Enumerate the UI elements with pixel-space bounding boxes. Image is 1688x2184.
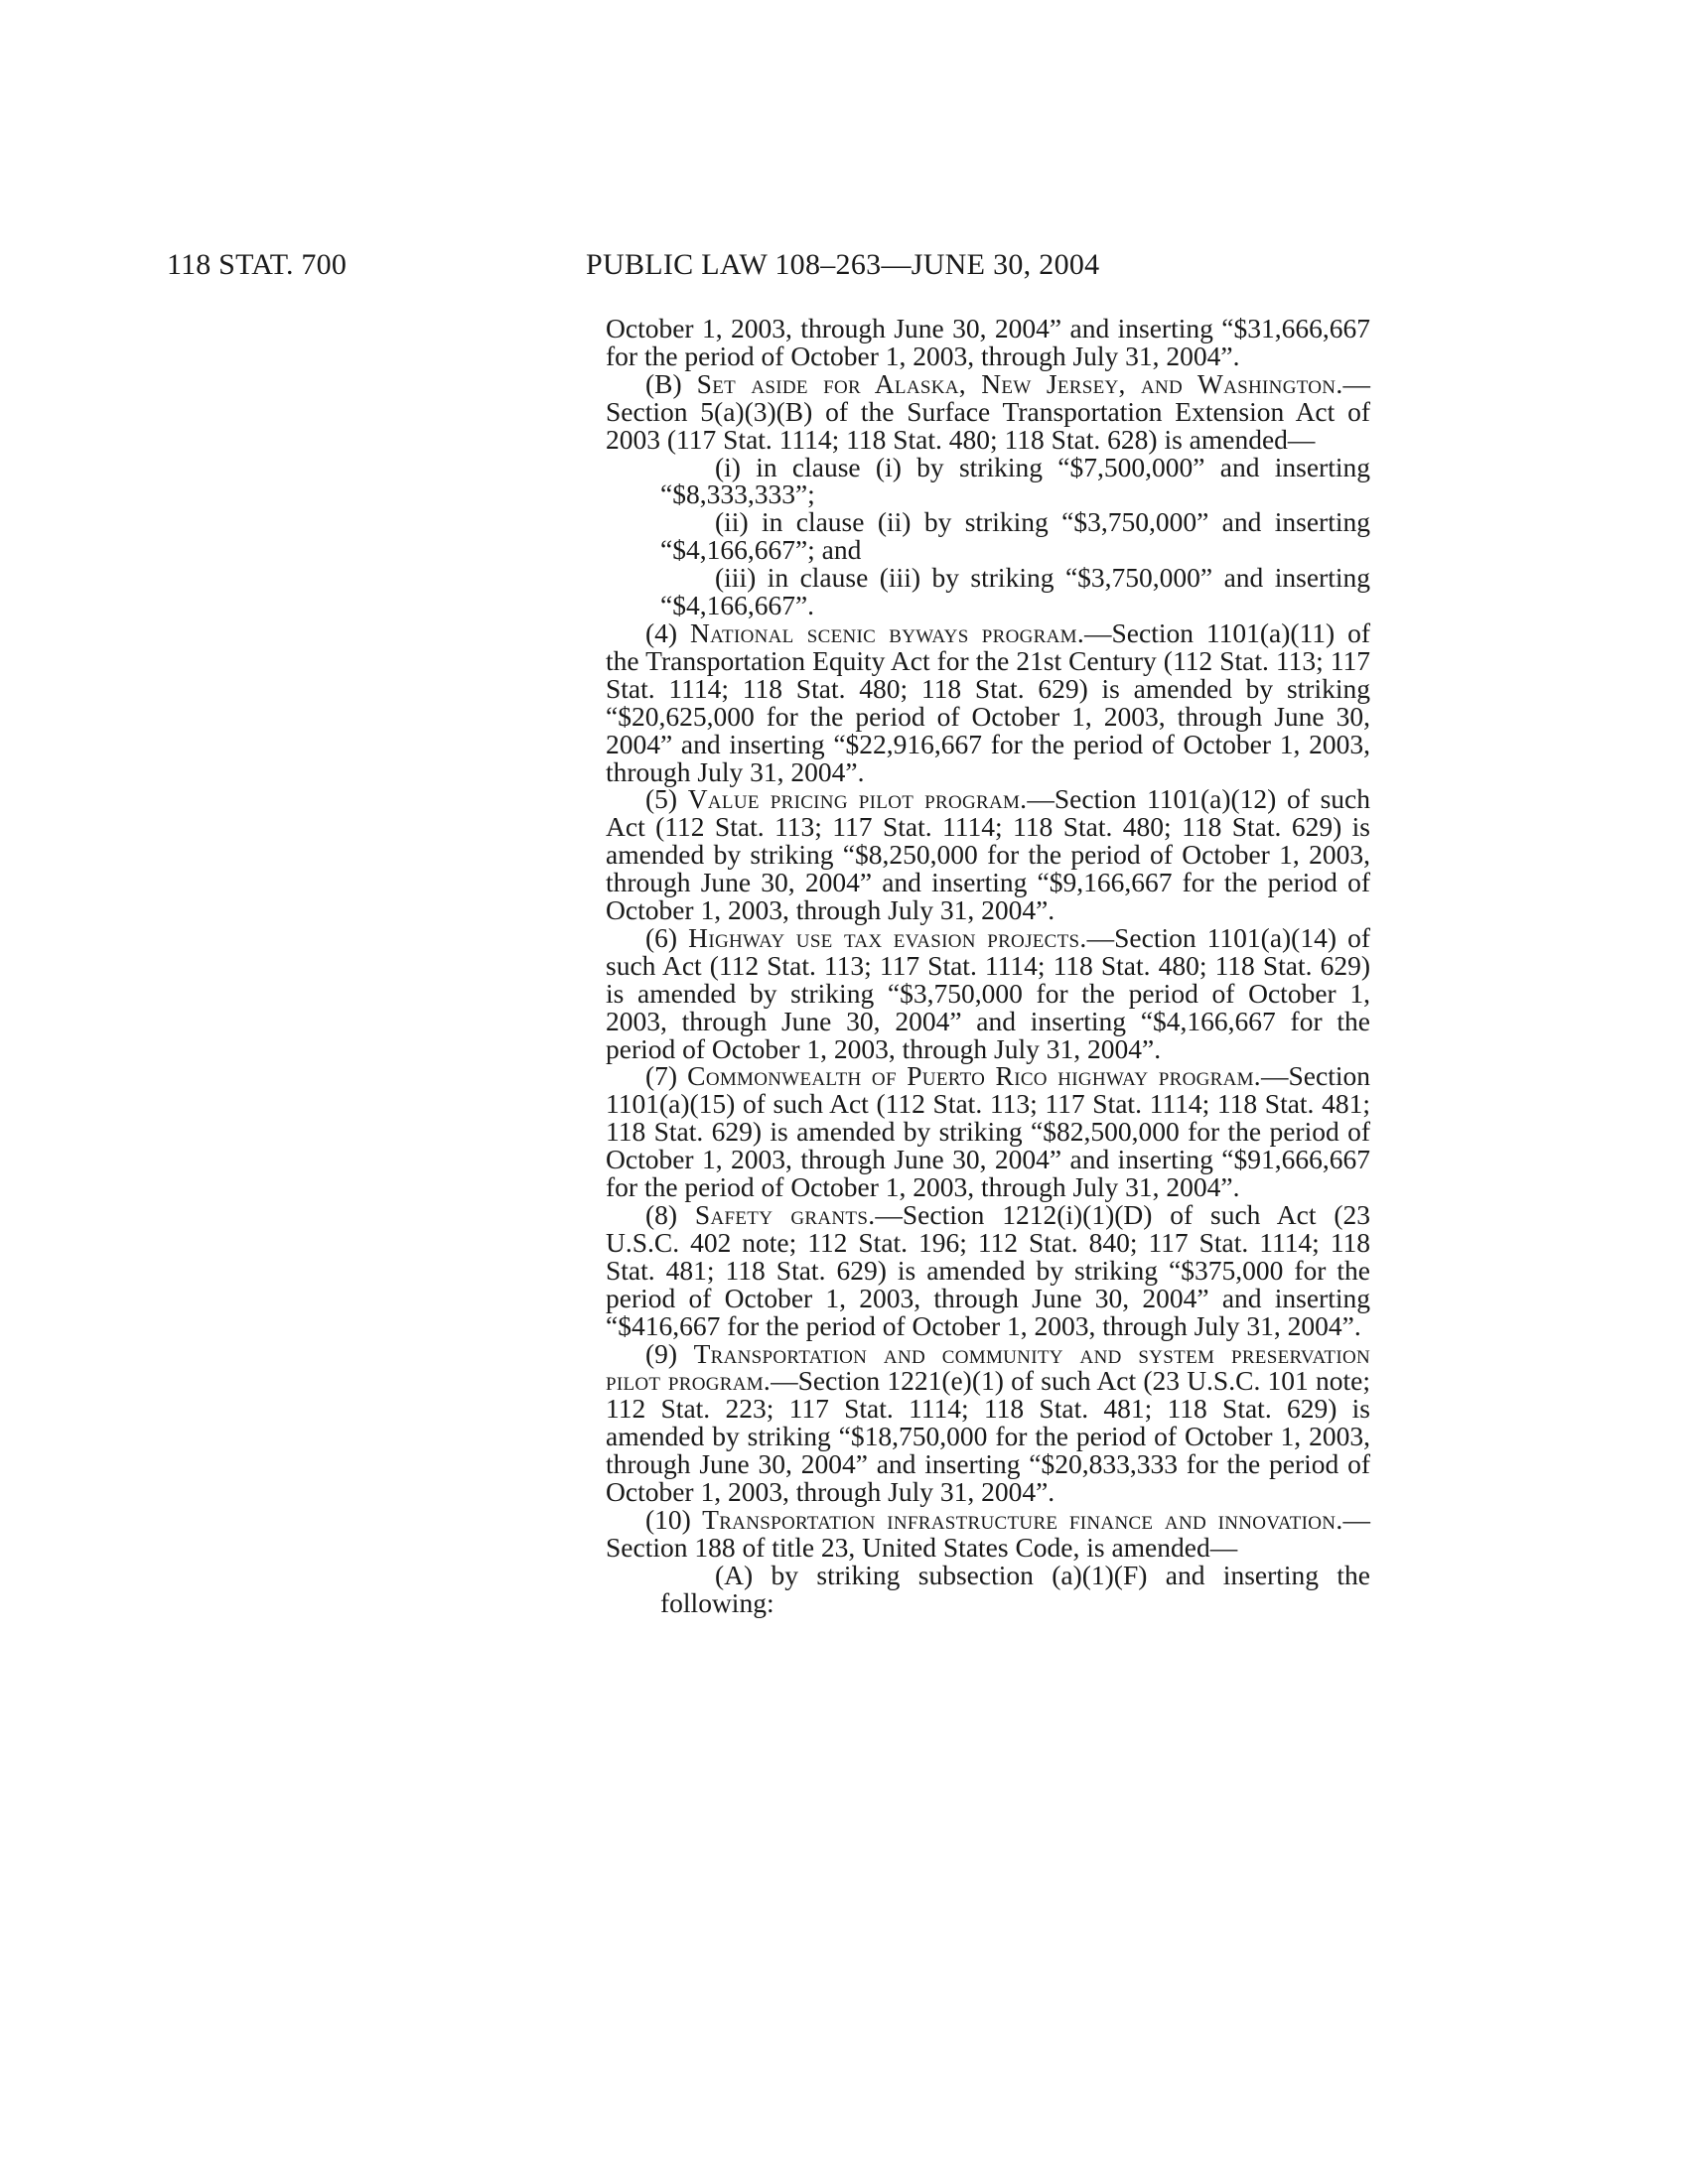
body-text: [606, 315, 1370, 1617]
paragraph-text: —Section 1101(a)(11) of the Transportation Equity Act for the 21st Century (112 Stat. 113; 117 Stat. 1114; 118 Stat. 480; 118 Stat. 629) is amended by striking “$20,625,000 for the period of October 1, 2003, through June 30, 2004” and inserting “$22,916,667 for the period of October 1, 2003, through July 31, 2004”.: [606, 616, 1370, 787]
paragraph-heading: Transportation and community and system preservation pilot program.: [606, 1337, 1370, 1397]
paragraph-4: [606, 616, 1370, 787]
paragraph-text: —Section 1221(e)(1) of such Act (23 U.S.C. 101 note; 112 Stat. 223; 117 Stat. 1114; 118 Stat. 481; 118 Stat. 629) is amended by striking “$18,750,000 for the period of October 1, 2003, through June 30, 2004” and inserting “$20,833,333 for the period of October 1, 2003, through July 31, 2004”.: [606, 1365, 1371, 1508]
paragraph-lead: (B): [645, 367, 697, 399]
paragraph-heading: Highway use tax evasion projects.: [688, 921, 1087, 953]
paragraph-text: (i) in clause (i) by striking “$7,500,000” and inserting “$8,333,333”;: [660, 451, 1370, 510]
paragraph-lead: (8): [645, 1199, 695, 1230]
stat-page-number: 118 STAT. 700: [167, 248, 348, 281]
paragraph-text: (iii) in clause (iii) by striking “$3,750,000” and inserting “$4,166,667”.: [660, 562, 1370, 621]
paragraph-6: [606, 921, 1370, 1064]
paragraph-text: (A) by striking subsection (a)(1)(F) and inserting the following:: [660, 1559, 1370, 1618]
paragraph-text: —Section 1101(a)(12) of such Act (112 Stat. 113; 117 Stat. 1114; 118 Stat. 480; 118 Stat. 629) is amended by striking “$8,250,000 for the period of October 1, 2003, through June 30, 2004” and inserting “$9,166,667 for the period of October 1, 2003, through July 31, 2004”.: [606, 783, 1370, 926]
paragraph-text: October 1, 2003, through June 30, 2004” and inserting “$31,666,667 for the period of October 1, 2003, through July 31, 2004”.: [606, 313, 1370, 371]
paragraph-10: [606, 1503, 1370, 1563]
paragraph-text: —Section 1101(a)(14) of such Act (112 Stat. 113; 117 Stat. 1114; 118 Stat. 480; 118 Stat. 629) is amended by striking “$3,750,000 for the period of October 1, 2003, through June 30, 2004” and inserting “$4,166,667 for the period of October 1, 2003, through July 31, 2004”.: [606, 921, 1370, 1064]
paragraph-lead: (7): [645, 1060, 688, 1092]
subparagraph-a: [660, 1559, 1370, 1618]
paragraph-lead: (4): [645, 616, 690, 648]
page-header: [0, 248, 1688, 288]
clause-ii: [660, 508, 1370, 564]
clause-i: [660, 451, 1370, 510]
paragraph-lead: (6): [645, 921, 689, 953]
paragraph-heading: Set aside for Alaska, New Jersey, and Washington.: [696, 367, 1343, 399]
paragraph-heading: Safety grants.: [694, 1199, 876, 1230]
paragraph-text: —Section 1101(a)(15) of such Act (112 Stat. 113; 117 Stat. 1114; 118 Stat. 481; 118 Stat. 629) is amended by striking “$82,500,000 for the period of October 1, 2003, through June 30, 2004” and inserting “$91,666,667 for the period of October 1, 2003, through July 31, 2004”.: [606, 1060, 1370, 1203]
paragraph-lead: (10): [645, 1503, 703, 1535]
paragraph-text: —Section 1212(i)(1)(D) of such Act (23 U.S.C. 402 note; 112 Stat. 196; 112 Stat. 840; 117 Stat. 1114; 118 Stat. 481; 118 Stat. 629) is amended by striking “$375,000 for the period of October 1, 2003, through June 30, 2004” and inserting “$416,667 for the period of October 1, 2003, through July 31, 2004”.: [606, 1199, 1370, 1341]
paragraph-5: [606, 785, 1370, 924]
paragraph-heading: Transportation infrastructure finance and innovation.: [702, 1503, 1343, 1535]
paragraph-text: —Section 188 of title 23, United States Code, is amended—: [606, 1503, 1370, 1563]
clause-iii: [660, 564, 1370, 619]
paragraph-8: [606, 1201, 1370, 1340]
paragraph-text: —Section 5(a)(3)(B) of the Surface Transportation Extension Act of 2003 (117 Stat. 1114; 118 Stat. 480; 118 Stat. 628) is amended—: [606, 367, 1370, 455]
paragraph-lead: (5): [645, 783, 688, 815]
paragraph-9: [606, 1337, 1371, 1508]
paragraph-heading: Commonwealth of Puerto Rico highway program.: [687, 1060, 1261, 1092]
paragraph-lead: (9): [645, 1337, 694, 1369]
paragraph-7: [606, 1062, 1370, 1201]
running-head: PUBLIC LAW 108–263—JUNE 30, 2004: [586, 248, 1100, 281]
paragraph-heading: National scenic byways program.: [689, 616, 1085, 648]
paragraph-text: (ii) in clause (ii) by striking “$3,750,000” and inserting “$4,166,667”; and: [660, 506, 1370, 566]
subparagraph-b: [606, 367, 1370, 455]
paragraph-continuation: [606, 315, 1370, 370]
paragraph-heading: Value pricing pilot program.: [687, 783, 1028, 815]
